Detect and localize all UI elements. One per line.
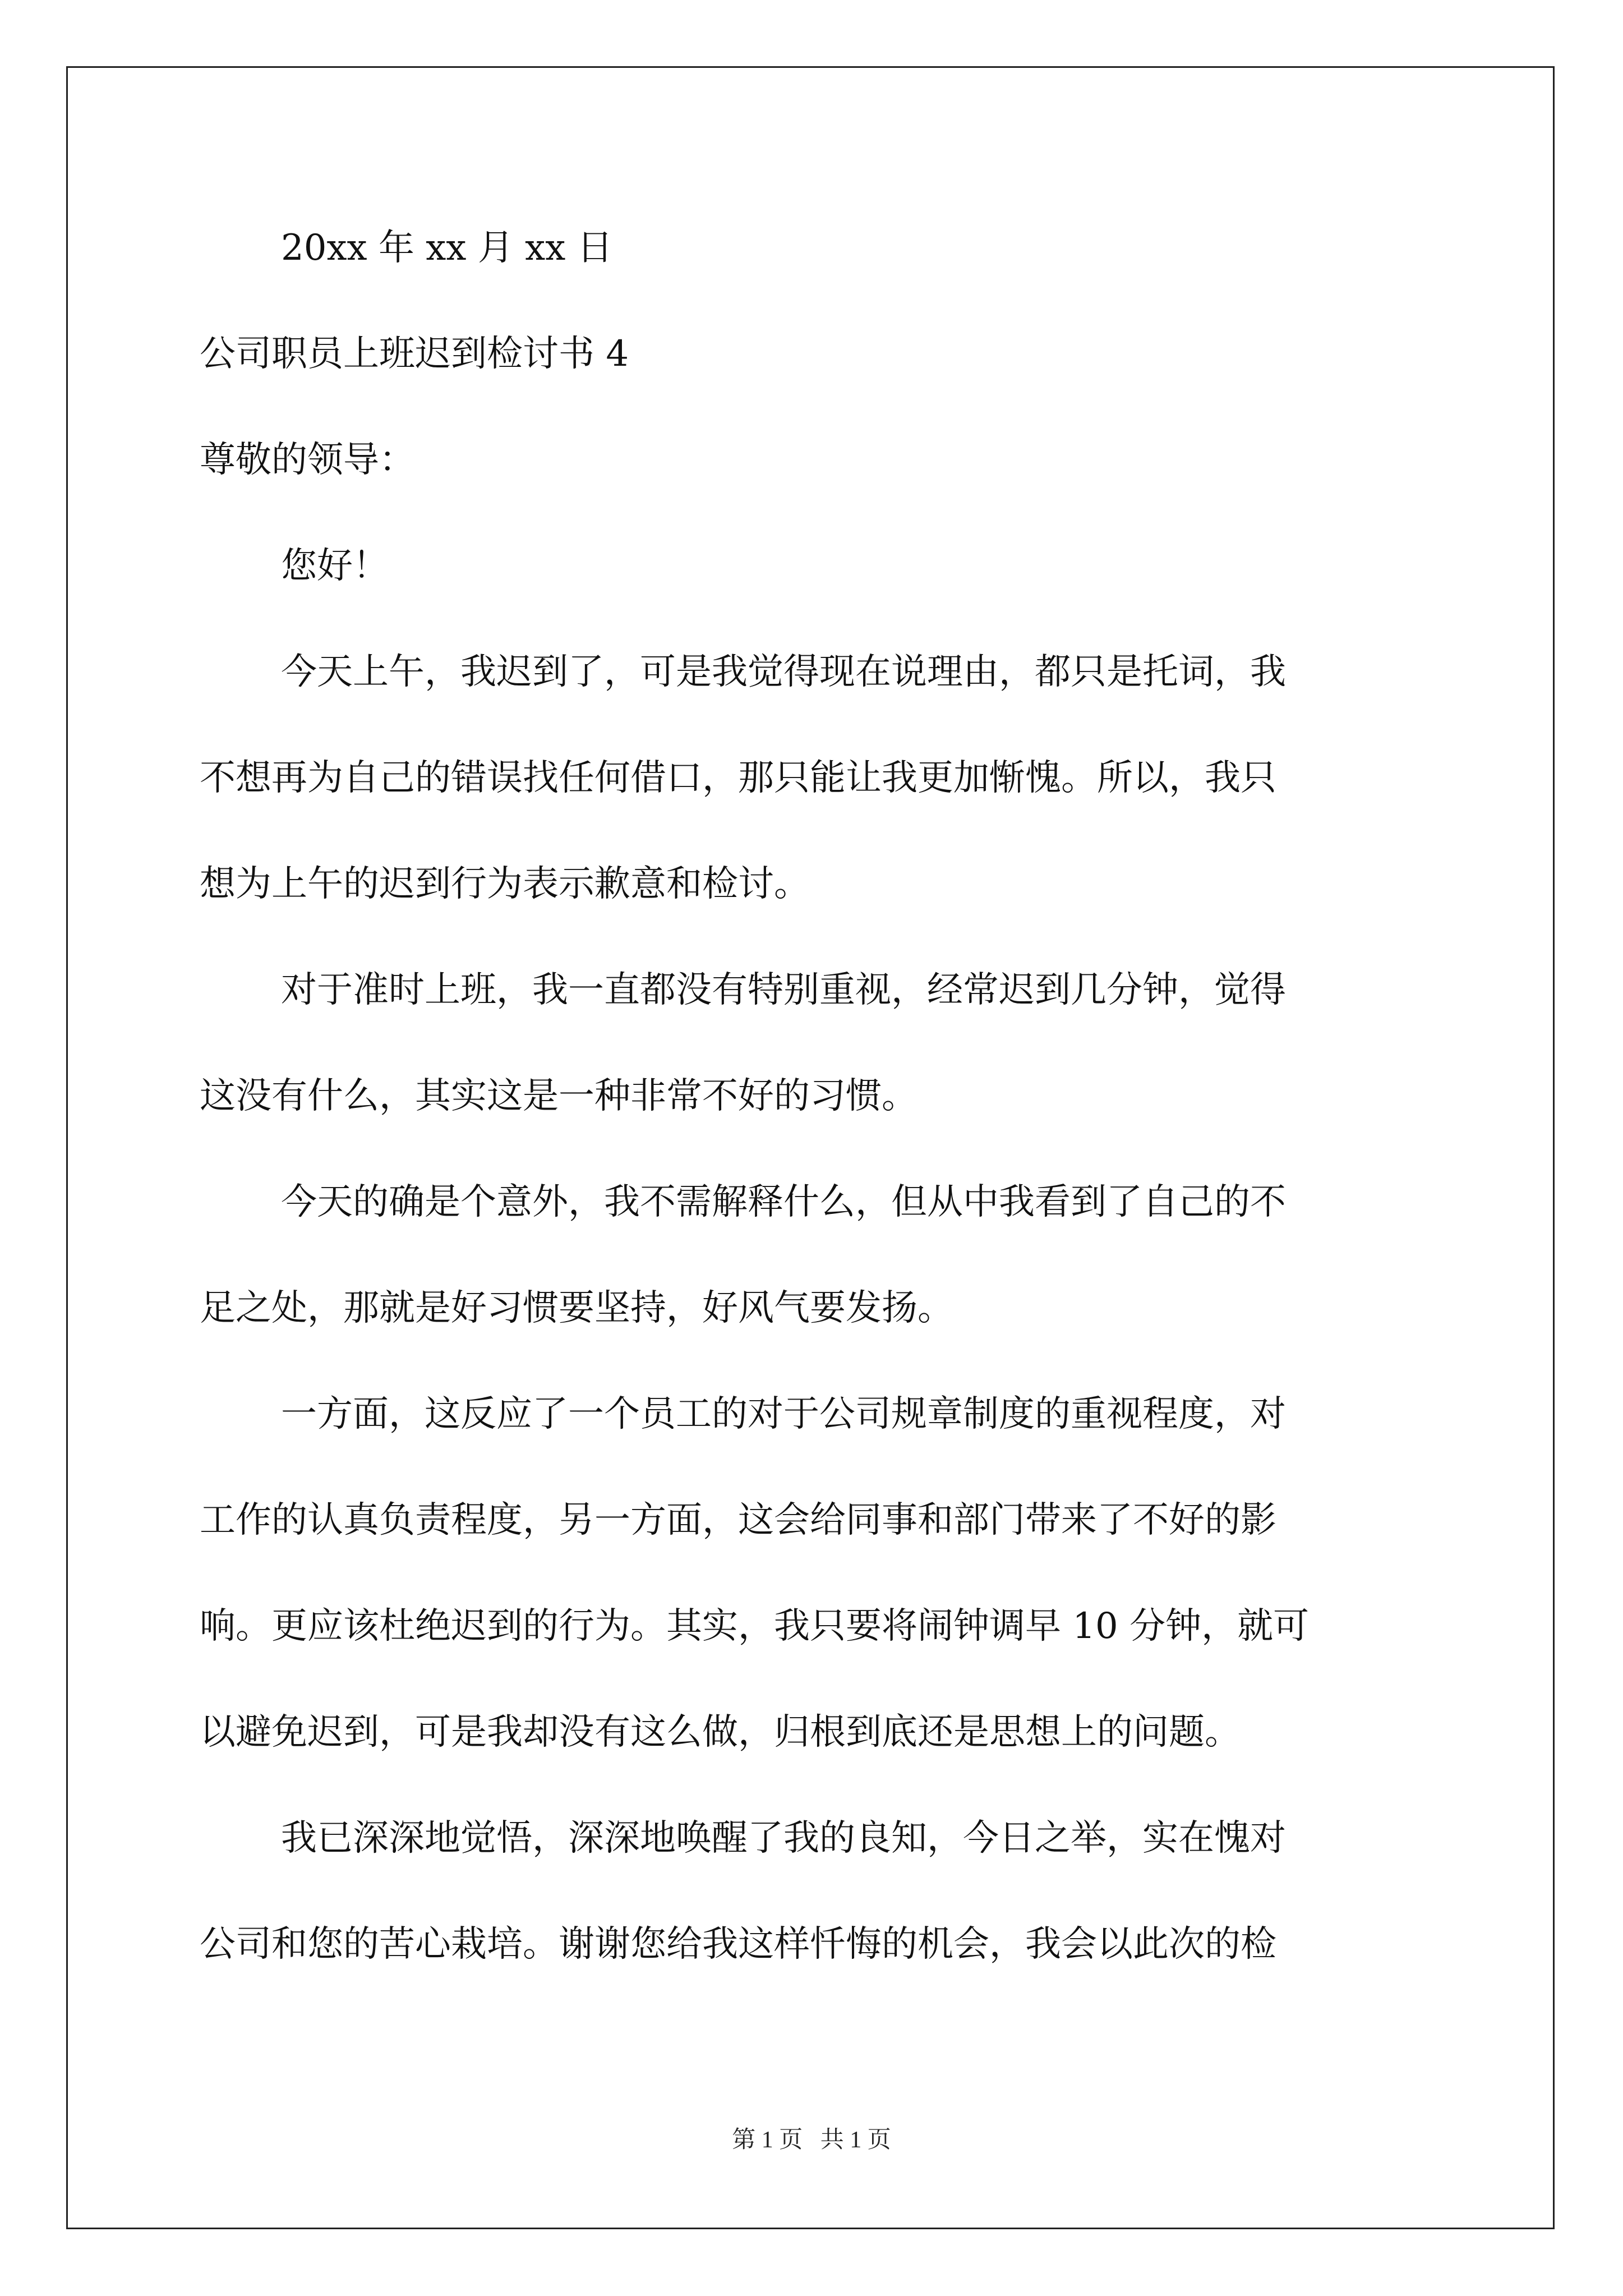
paragraph-line: 以避免迟到，可是我却没有这么做，归根到底还是思想上的问题。 (200, 1711, 1241, 1753)
paragraph-line: 不想再为自己的错误找任何借口，那只能让我更加惭愧。所以，我只 (200, 757, 1276, 799)
paragraph-line: 今天上午，我迟到了，可是我觉得现在说理由，都只是托词，我 (281, 651, 1286, 693)
paragraph-5 (200, 1812, 1423, 1971)
page-footer: 第 1 页 共 1 页 (732, 2127, 891, 2153)
document-title: 公司职员上班迟到检讨书 4 (200, 333, 629, 375)
document-body (200, 222, 1423, 1971)
paragraph-line: 我已深深地觉悟，深深地唤醒了我的良知，今日之举，实在愧对 (281, 1818, 1286, 1859)
paragraph-line: 响。更应该杜绝迟到的行为。其实，我只要将闹钟调早 10 分钟，就可 (200, 1605, 1310, 1647)
salutation: 尊敬的领导： (200, 439, 415, 481)
paragraph-line: 工作的认真负责程度，另一方面，这会给同事和部门带来了不好的影 (200, 1499, 1276, 1541)
paragraph-line: 这没有什么，其实这是一种非常不好的习惯。 (200, 1075, 917, 1117)
paragraph-3 (200, 1176, 1423, 1335)
paragraph-line: 对于准时上班，我一直都没有特别重视，经常迟到几分钟，觉得 (281, 969, 1286, 1011)
paragraph-line: 今天的确是个意外，我不需解释什么，但从中我看到了自己的不 (281, 1181, 1286, 1223)
paragraph-line: 一方面，这反应了一个员工的对于公司规章制度的重视程度，对 (281, 1393, 1286, 1435)
paragraph-4 (200, 1388, 1423, 1759)
greeting: 您好！ (281, 545, 389, 587)
paragraph-line: 想为上午的迟到行为表示歉意和检讨。 (200, 863, 810, 905)
paragraph-line: 公司和您的苦心栽培。谢谢您给我这样忏悔的机会，我会以此次的检 (200, 1924, 1276, 1965)
paragraph-line: 足之处，那就是好习惯要坚持，好风气要发扬。 (200, 1287, 953, 1329)
paragraph-2 (200, 964, 1423, 1122)
date-line: 20xx 年 xx 月 xx 日 (281, 227, 613, 269)
paragraph-1 (200, 646, 1423, 910)
